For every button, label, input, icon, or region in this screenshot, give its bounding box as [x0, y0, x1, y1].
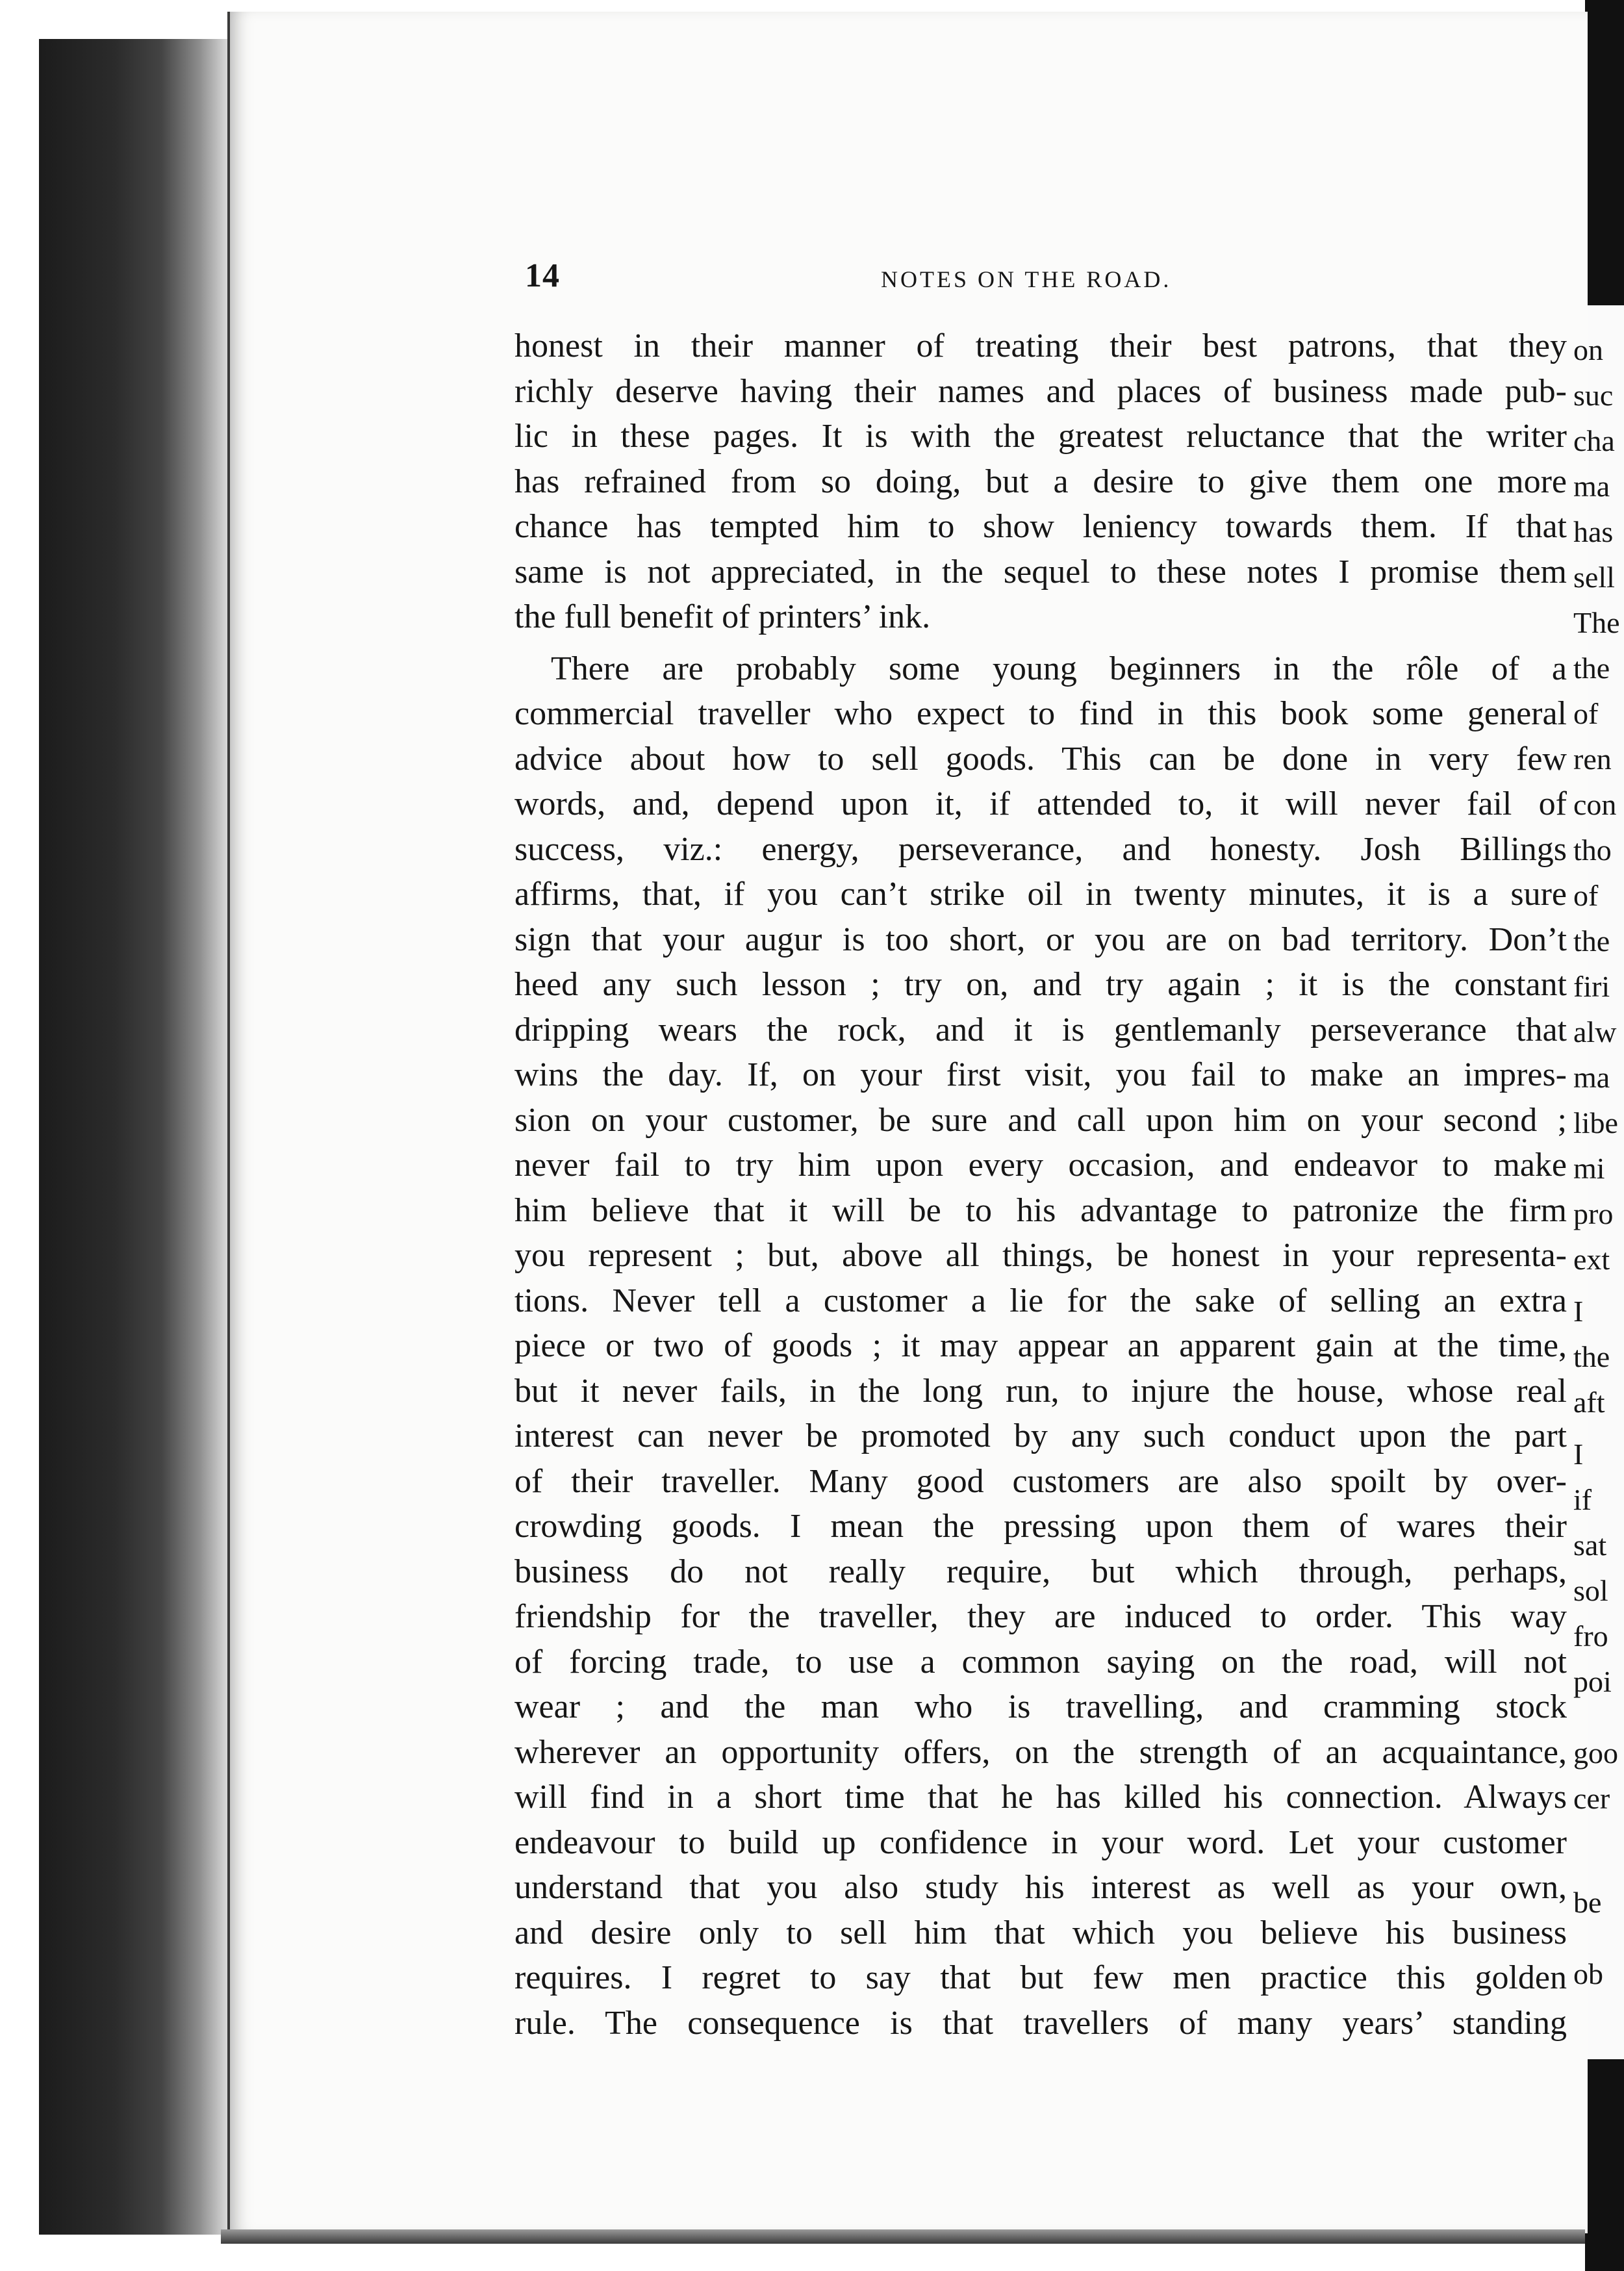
text-line: crowding goods. I mean the pressing upon them of wares their [514, 1508, 1567, 1545]
text-line: wins the day. If, on your first visit, you fail to make an impres- [514, 1056, 1567, 1093]
facing-fragment: I [1573, 1438, 1584, 1471]
text-line: same is not appreciated, in the sequel to these notes I promise them [514, 553, 1567, 590]
text-line: has refrained from so doing, but a desire to give them one more [514, 463, 1567, 500]
facing-fragment: sol [1573, 1574, 1608, 1607]
text-line: words, and, depend upon it, if attended to, it will never fail of [514, 785, 1567, 822]
text-line: never fail to try him upon every occasion, and endeavor to make [514, 1147, 1567, 1184]
facing-fragment: of [1573, 879, 1599, 912]
facing-fragment: cha [1573, 424, 1615, 457]
facing-fragment: has [1573, 515, 1614, 548]
text-line: interest can never be promoted by any such conduct upon the part [514, 1417, 1567, 1454]
text-line: wherever an opportunity offers, on the strength of an acquaintance, [514, 1733, 1567, 1771]
text-line: commercial traveller who expect to find in this book some general [514, 695, 1567, 732]
text-line: lic in these pages. It is with the greatest reluctance that the writer [514, 418, 1567, 455]
paragraph-1 [514, 324, 1567, 640]
facing-fragment: mi [1573, 1152, 1605, 1185]
facing-fragment: the [1573, 1340, 1610, 1373]
facing-fragment: poi [1573, 1665, 1612, 1698]
text-line: of forcing trade, to use a common saying on the road, will not [514, 1643, 1567, 1681]
body-text [514, 324, 1567, 2046]
text-line: him believe that it will be to his advantage to patronize the firm [514, 1191, 1567, 1229]
text-line: requires. I regret to say that but few men practice this golden [514, 1959, 1567, 1996]
text-line: the full benefit of printers’ ink. [514, 598, 931, 635]
facing-fragment: fro [1573, 1619, 1608, 1653]
text-line: business do not really require, but which through, perhaps, [514, 1553, 1567, 1590]
facing-fragment: con [1573, 788, 1617, 821]
text-line: advice about how to sell goods. This can be done in very few [514, 740, 1567, 778]
text-line: and desire only to sell him that which you believe his business [514, 1914, 1567, 1951]
text-line: but it never fails, in the long run, to injure the house, whose real [514, 1372, 1567, 1410]
facing-fragment: firi [1573, 970, 1610, 1003]
text-line: piece or two of goods ; it may appear an apparent gain at the time, [514, 1327, 1567, 1364]
text-line: rule. The consequence is that travellers of many years’ standing [514, 2004, 1567, 2042]
facing-fragment: libe [1573, 1106, 1618, 1139]
text-line: richly deserve having their names and places of business made pub- [514, 372, 1567, 410]
facing-fragment: if [1573, 1483, 1592, 1516]
text-line: friendship for the traveller, they are induced to order. This way [514, 1598, 1567, 1635]
facing-fragment: tho [1573, 833, 1612, 867]
page-number: 14 [525, 257, 560, 294]
facing-fragment: sat [1573, 1529, 1607, 1562]
facing-fragment: suc [1573, 379, 1614, 412]
running-head: NOTES ON THE ROAD. [881, 266, 1172, 292]
text-line: you represent ; but, above all things, be honest in your representa- [514, 1237, 1567, 1274]
text-line: sion on your customer, be sure and call upon him on your second ; [514, 1101, 1567, 1139]
facing-fragment: The [1573, 606, 1620, 639]
facing-fragment: the [1573, 924, 1610, 958]
facing-fragment: sell [1573, 561, 1615, 594]
facing-fragment: ob [1573, 1957, 1603, 1990]
text-line: chance has tempted him to show leniency towards them. If that [514, 508, 1567, 545]
page-bottom-edge [221, 2229, 1585, 2244]
facing-fragment: pro [1573, 1197, 1614, 1230]
text-line: dripping wears the rock, and it is gentlemanly perseverance that [514, 1011, 1567, 1048]
facing-fragment: ma [1573, 1061, 1610, 1094]
facing-fragment: I [1573, 1295, 1584, 1328]
text-line: heed any such lesson ; try on, and try again ; it is the constant [514, 966, 1567, 1003]
book-spine-shadow [39, 39, 227, 2235]
facing-fragment: goo [1573, 1736, 1618, 1770]
facing-fragment: alw [1573, 1015, 1617, 1048]
text-line: understand that you also study his interest as well as your own, [514, 1869, 1567, 1906]
text-line: sign that your augur is too short, or you are on bad territory. Don’t [514, 920, 1567, 958]
facing-fragment: cer [1573, 1782, 1610, 1815]
text-line: tions. Never tell a customer a lie for the sake of selling an extra [514, 1282, 1567, 1319]
paragraph-2 [514, 646, 1567, 2046]
facing-fragment: ext [1573, 1243, 1610, 1276]
facing-fragment: be [1573, 1886, 1602, 1919]
facing-fragment: aft [1573, 1386, 1605, 1419]
facing-fragment: on [1573, 333, 1603, 366]
text-line: honest in their manner of treating their best patrons, that they [514, 327, 1567, 364]
facing-fragment: ren [1573, 742, 1612, 776]
text-line: There are probably some young beginners in the rôle of a [551, 650, 1567, 687]
text-line: success, viz.: energy, perseverance, and honesty. Josh Billings [514, 830, 1567, 868]
text-line: endeavour to build up confidence in your word. Let your customer [514, 1823, 1567, 1861]
text-line: affirms, that, if you can’t strike oil in twenty minutes, it is a sure [514, 876, 1567, 913]
facing-fragment: of [1573, 697, 1599, 730]
page-header [525, 257, 1558, 302]
text-line: of their traveller. Many good customers are also spoilt by over- [514, 1462, 1567, 1500]
facing-page-text [1573, 333, 1624, 1996]
facing-fragment: the [1573, 652, 1610, 685]
facing-fragment: ma [1573, 470, 1610, 503]
text-line: wear ; and the man who is travelling, and cramming stock [514, 1688, 1567, 1725]
text-line: will find in a short time that he has killed his connection. Always [514, 1779, 1567, 1816]
